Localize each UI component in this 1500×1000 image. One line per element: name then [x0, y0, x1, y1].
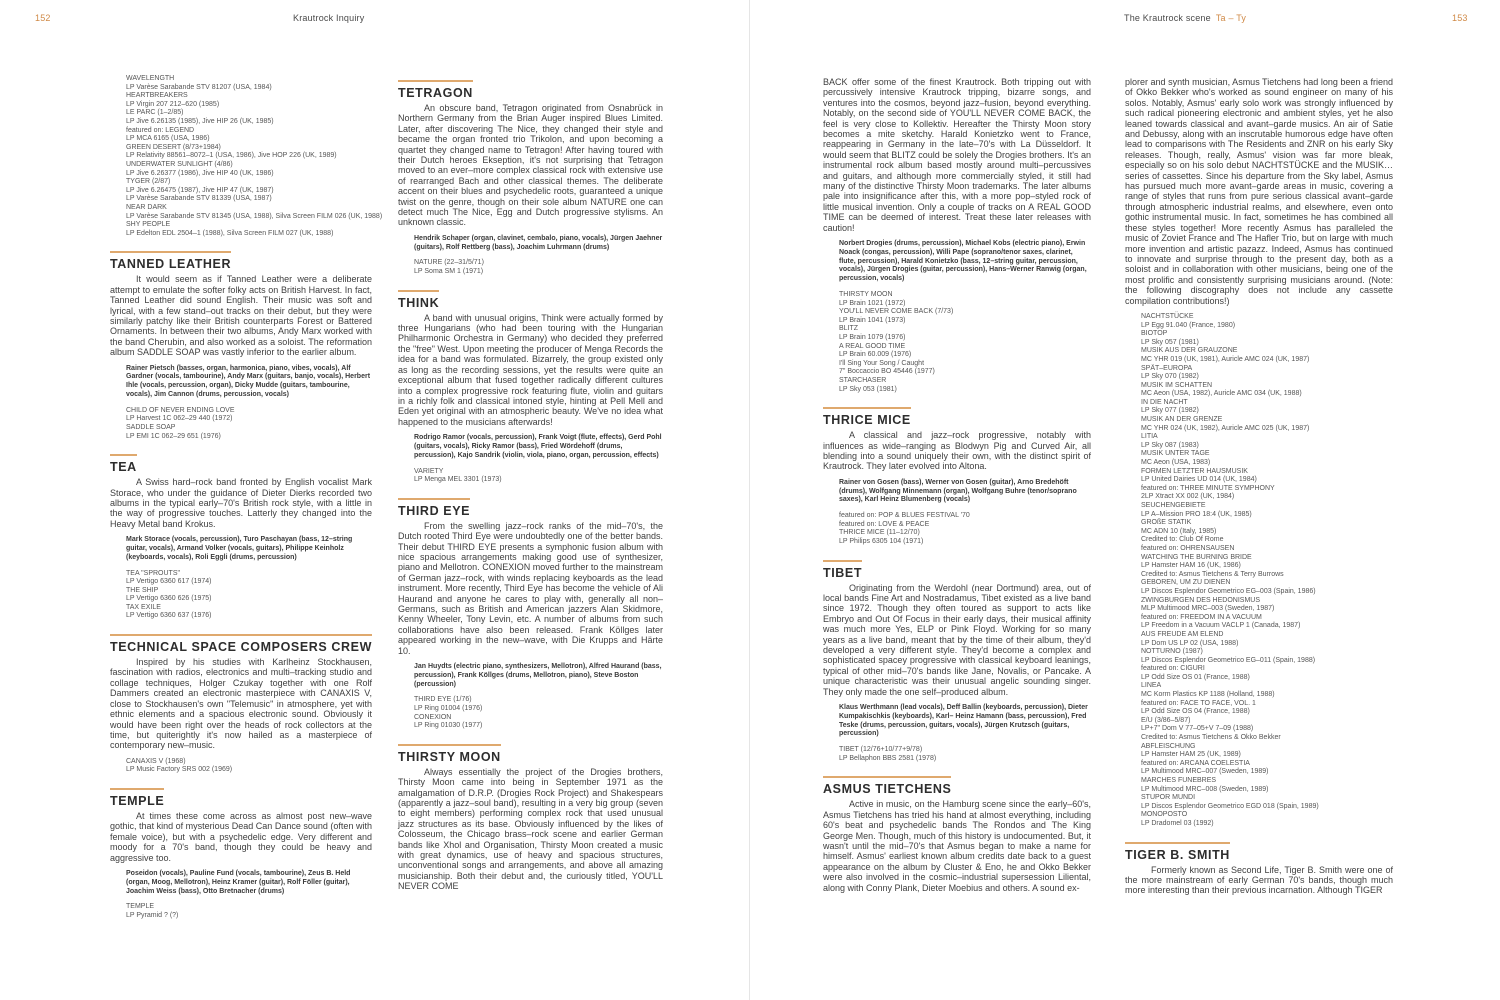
musician-credits: Hendrik Schaper (organ, clavinet, cembalo, piano, vocals), Jürgen Jaehner (guitars), Rolf Rettberg (bass), Joachim Luhrmann (drums) [414, 234, 663, 251]
discography-line: MUSIK IM SCHATTEN [1141, 381, 1213, 389]
discography-line: MUSIK AUS DER GRAUZONE [1141, 347, 1238, 355]
discography-line: LP Discos Esplendor Geometrico EG–011 (Spain, 1988) [1141, 656, 1316, 664]
musician-credits: Jan Huydts (electric piano, synthesizers, Mellotron), Alfred Haurand (bass, percussion), Frank Köllges (drums, Mellotron, piano), Steve Boston (percussion) [414, 662, 662, 688]
discography-line: LP EMI 1C 062–29 651 (1976) [126, 432, 221, 440]
discography-line: LP Jive 6.26475 (1987), Jive HIP 47 (UK, 1987) [126, 186, 274, 194]
section-body-paragraph: It would seem as if Tanned Leather were a deliberate attempt to emulate the softer folky acts on British Harvest. In fact, Tanned Leather did sound English. Their music was soft and lyrical, with a few stand–out tracks on their debut, but they were similarly patchy like their British counterparts Forest or Battered Ornaments. In between their two albums, Andy Marx worked with the band Cherubin, and also worked as a soloist. The reformation album SADDLE SOAP was vastly inferior to the earlier album. [110, 274, 372, 358]
section-body-paragraph: Always essentially the project of the Drogies brothers, Thirsty Moon came into being in September 1971 as the amalgamation of D.R.P. (Drogies Rock Project) and Shakespears (apparently a jazz–soul band), resulting in a very big group (seven to eight members) performing complex rock that used unusual jazz structures as its base. Obviously influenced by the likes of Colosseum, the Chicago brass–rock scene and earlier German bands like Xhol and Organisation, Thirsty Moon created a music with great dynamics, use of heavy and spacious structures, unconventional songs and arrangements, and above all amazing musicianship. Both their debut and, the curiously titled, YOU'LL NEVER COME [398, 766, 663, 892]
discography-line: LP Menga MEL 3301 (1973) [414, 476, 502, 484]
discography-line: MONOPOSTO [1141, 811, 1188, 819]
discography-line: LP+7" Dom V 77–05+V 7–09 (1988) [1141, 725, 1254, 733]
section-heading: THRICE MICE [823, 407, 911, 427]
discography-line: LP Brain 60.009 (1976) [839, 351, 912, 359]
discography-line: TYGER (2/87) [126, 178, 171, 186]
section-body-paragraph: A Swiss hard–rock band fronted by English vocalist Mark Storace, who under the guidance of Dieter Dierks recorded two albums in the typical early–70's British rock style, with a little in the way of progressive touches. Latterly they changed into the Heavy Metal band Krokus. [110, 477, 372, 529]
discography-line: MUSIK AN DER GRENZE [1141, 416, 1223, 424]
musician-credits: Rodrigo Ramor (vocals, percussion), Frank Voigt (flute, effects), Gerd Pohl (guitars, vocals), Ricky Ramor (bass), Fried Wördehoff (drums, percussion), Kajo Sandrik (violin, viola, piano, organ, percussion, effects) [414, 434, 662, 459]
discography-line: MC YHR 019 (UK, 1981), Auricle AMC 024 (UK, 1987) [1141, 355, 1310, 363]
section-body-paragraph: A band with unusual origins, Think were actually formed by three Hungarians (who had been touring with the Hungarian Philharmonic Orchestra in Germany) who decided they preferred the "free" West. Upon meeting the producer of Menga Records the idea for a band was formulated. Bizarrely, the group existed only as long as the recording sessions, yet the results were quite an exceptional album that fused together radically different cultures into a complex progressive rock featuring flute, violin and guitars in a richly folk and classical intoned style, hinting at Pell Mell and Eden yet original with an atmospheric beauty. We've no idea what happened to the musicians afterwards! [398, 312, 663, 427]
discography-line: UNDERWATER SUNLIGHT (4/86) [126, 160, 233, 168]
page-gutter-divider [749, 0, 750, 1000]
discography-list [414, 468, 663, 485]
discography-line: TEA "SPROUTS" [126, 569, 180, 577]
discography-line: LP Multimood MRC–008 (Sweden, 1989) [1141, 785, 1269, 793]
discography-line: WAVELENGTH [126, 75, 175, 82]
discography-line: LITIA [1141, 433, 1158, 441]
section-body-paragraph: Originating from the Werdohl (near Dortmund) area, out of local bands Fine Art and Nostradamus, Tibet existed as a live band since 1972. Though they often toured as support to acts like Embryo and Out Of Focus in their early days, their musical affinity was much more Yes, ELP or Pink Floyd. Working for so many years as a live band, meant that by the time of their album, they'd developed a very different style. They'd become a complex and sophisticated spacey progressive with classical keyboard leanings, typical of other mid–70's bands like Jane, Novalis, or Pancake. A unique characteristic was their unusual angelic sounding singer. They only made the one self–produced album. [823, 582, 1091, 697]
discography-list [839, 512, 1091, 546]
discography-line: featured on: FREEDOM IN A VACUUM [1141, 613, 1262, 621]
discography-line: THRICE MICE (11–12/70) [839, 529, 920, 537]
discography-line: LP Discos Esplendor Geometrico EGD 018 (Spain, 1989) [1141, 802, 1319, 810]
discography-list [126, 570, 372, 622]
discography-line: LP Vertigo 6360 626 (1975) [126, 595, 212, 603]
discography-line: LP Music Factory SRS 002 (1969) [126, 766, 233, 774]
discography-line: featured on: THREE MINUTE SYMPHONY [1141, 484, 1275, 492]
discography-line: NACHTSTÜCKE [1141, 312, 1194, 320]
section-body-paragraph: Active in music, on the Hamburg scene since the early–60's, Asmus Tietchens has tried his hand at almost everything, including 60's beat and psychedelic bands The Rondos and The King George Men. Though, much of this history is undocumented. But, it wasn't until the mid–70's that Asmus began to make a name for himself. Asmus' earliest known album credits date back to a guest appearance on the album by Cluster & Eno, he and Okko Bekker were also involved in the cosmic–industrial supersession Liliental, along with Conny Plank, Dieter Moebius and others. A sound ex- [823, 799, 1091, 893]
discography-list [126, 758, 372, 775]
discography-line: LE PARC (1–2/85) [126, 109, 184, 117]
discography-line: LP Odd Size OS 01 (France, 1988) [1141, 673, 1250, 681]
discography-line: CONEXION [414, 713, 452, 721]
discography-line: BLITZ [839, 325, 859, 333]
discography-line: 2LP Xtract XX 002 (UK, 1984) [1141, 493, 1235, 501]
discography-line: Credited to: Club Of Rome [1141, 536, 1224, 544]
discography-line: LP United Dairies UD 014 (UK, 1984) [1141, 476, 1257, 484]
discography-line: SHY PEOPLE [126, 221, 171, 229]
running-header-left: Krautrock Inquiry [293, 13, 365, 23]
musician-credits: Mark Storace (vocals, percussion), Turo Paschayan (bass, 12–string guitar, vocals), Armand Volker (vocals, guitars), Philippe Keinholz (keyboards, vocals), Roli Eggli (drums, percussion) [126, 536, 353, 561]
discography-line: THE SHIP [126, 586, 159, 594]
discography-line: LP Virgin 207 212–620 (1985) [126, 100, 220, 108]
discography-line: LP Ring 01004 (1976) [414, 704, 483, 712]
discography-list [839, 291, 1091, 394]
section-body-paragraph: At times these come across as almost post new–wave gothic, that kind of mysterious Dead Can Dance sound (often with female voice), but with a psychedelic edge. Very different and moody for a 70's band, though they could be heavy and aggressive too. [110, 810, 372, 863]
discography-line: NOTTURNO (1987) [1141, 648, 1203, 656]
discography-line: LP Dom US LP 02 (USA, 1988) [1141, 639, 1239, 647]
section-body-paragraph: From the swelling jazz–rock ranks of the mid–70's, the Dutch rooted Third Eye were undoubtedly one of the better bands. Their debut THIRD EYE presents a symphonic fusion album with nice spacious arrangements making good use of synthesizer, piano and Mellotron. CONEXION moved further to the mainstream of German jazz–rock, with winds replacing keyboards as the lead instrument. More recently, Third Eye has become the vehicle of Ali Haurand and anyone he cares to play with, generally all non–Germans, such as British and American jazzers Alan Skidmore, Kenny Wheeler, Tony Levin, etc. A number of albums from such collaborations have also been released. Frank Köllges later appeared working in the new–wave, with Die Krupps and Härte 10. [398, 520, 663, 656]
discography-line: LP Multimood MRC–007 (Sweden, 1989) [1141, 768, 1269, 776]
section-heading: TECHNICAL SPACE COMPOSERS CREW [110, 634, 372, 654]
musician-credits: Norbert Drogies (drums, percussion), Michael Kobs (electric piano), Erwin Noack (congas, percussion), Willi Pape (soprano/tenor saxes, clarinet, flute, percussion), Harald Konietzko (bass, 12–string guitar, percussion, vocals), Jürgen Drogies (guitar, percussion), Hans–Werner Ranwig (organ, percussion, vocals) [839, 240, 1087, 283]
section-heading: TIGER B. SMITH [1125, 842, 1230, 862]
discography-line: LINEA [1141, 682, 1162, 690]
discography-line: MC Aeon (USA, 1983) [1141, 459, 1211, 467]
discography-line: THIRSTY MOON [839, 291, 893, 299]
discography-line: LP Sky 053 (1981) [839, 385, 897, 393]
discography-line: LP Soma SM 1 (1971) [414, 268, 484, 276]
section-body-paragraph: BACK offer some of the finest Krautrock. Both tripping out with percussively intensive Krautrock tripping, bizarre songs, and ventures into the cosmos, beyond jazz–fusion, beyond everything. Notably, on the second side of YOU'LL NEVER COME BACK, the feel is very close to Kollektiv. Hereafter the Thirsty Moon story becomes a mite sketchy. Harald Konietzko went to France, reappearing in Germany in the late–70's with La Düsseldorf. It would seem that BLITZ could be solely the Drogies brothers. It's an instrumental rock album based mostly around multi–percussives and guitars, and although more commercially styled, it still had many of the distinctive Thirsty Moon trademarks. The later albums pale into insignificance after this, with a more pop–styled rock of little musical invention. Only a couple of tracks on A REAL GOOD TIME can be deemed of interest. Treat these later releases with caution! [823, 77, 1091, 233]
discography-line: LP Philips 6305 104 (1971) [839, 538, 924, 545]
discography-line: LP Varèse Sarabande STV 81345 (USA, 1988), Silva Screen FILM 026 (UK, 1988) [126, 212, 383, 220]
section-heading: TIBET [823, 560, 862, 580]
section-body-paragraph: An obscure band, Tetragon originated from Osnabrück in Northern Germany from the Brian Auger inspired Blues Limited. Later, after discovering The Nice, they changed their style and became the organ fronted trio Trikolon, and upon becoming a quartet they changed name to Tetragon! After having toured with their Dutch heroes Ekseption, it's not surprising that Tetragon moved to an ever–more complex classical rock with extensive use of rearranged Bach and other classical themes. The deliberate accent on their blues and psychedelic roots, guaranteed a unique twist on the genre, though on their sole album NATURE one can detect much The Nice, Egg and Dutch progressive stylisms. An unknown classic. [398, 103, 663, 228]
running-header-right-title: The Krautrock scene [1124, 13, 1211, 23]
section-body-paragraph: plorer and synth musician, Asmus Tietchens had long been a friend of Okko Bekker who's worked as sound engineer on many of his solos. Notably, Asmus' early solo work was strongly influenced by such radical pioneering electronic and ambient styles, yet he also leaned towards classical and avant–garde musics. An air of Satie and Debussy, along with an inscrutable humorous edge have often lead to comparisons with The Residents and ZNR on his early Sky releases. Though, really, Asmus' vision was far more bleak, especially so on his solo debut NACHTSTÜCKE and the MUSIK… series of cassettes. Since his departure from the Sky label, Asmus has pursued much more avant–garde areas in music, covering a range of styles that runs from pure serious classical avant–garde through atmospheric industrial realms, and elsewhere, even onto gothic instrumental music. In fact, sometimes he has combined all these styles together! More recently Asmus has paralleled the music of Zoviet France and The Hafler Trio, but on large with much more invention and artistic pazazz. Indeed, Asmus has continued to innovate and surprise through to the present day, both as a soloist and in collaboration with other musicians, being one of the most prolific and consistently surprising musicians around. (Note: the following discography does not include any cassette compilation contributions!) [1125, 77, 1393, 306]
musician-credits: Poseidon (vocals), Pauline Fund (vocals, tambourine), Zeus B. Held (organ, Moog, Mellotron), Heinz Kramer (guitar), Rolf Föller (guitar), Joachim Weiss (bass), Otto Bretnacher (drums) [126, 869, 351, 895]
discography-line: LP Sky 077 (1982) [1141, 407, 1199, 415]
section-heading: TANNED LEATHER [110, 251, 231, 271]
discography-line: LP Harvest 1C 062–29 440 (1972) [126, 415, 233, 423]
discography-line: LP A–Mission PRO 18:4 (UK, 1985) [1141, 510, 1252, 518]
column-right-page-2 [1125, 75, 1393, 896]
discography-line: IN DIE NACHT [1141, 398, 1188, 406]
discography-line: 7" Boccaccio BO 45446 (1977) [839, 368, 935, 376]
page-number-right: 153 [1452, 13, 1468, 23]
discography-line: GROßE STATIK [1141, 519, 1192, 527]
discography-line: SEUCHENGEBIETE [1141, 502, 1206, 509]
discography-line: NEAR DARK [126, 203, 167, 211]
discography-list [126, 75, 383, 238]
discography-line: VARIETY [414, 467, 444, 475]
discography-line: LP Freedom in a Vacuum VACLP 1 (Canada, 1987) [1141, 622, 1301, 630]
discography-line: STARCHASER [839, 377, 887, 385]
discography-line: LP Relativity 88561–8072–1 (USA, 1986), Jive HOP 226 (UK, 1989) [126, 152, 337, 160]
discography-line: TAX EXILE [126, 603, 161, 611]
discography-line: LP Sky 070 (1982) [1141, 373, 1199, 381]
discography-line: LP Odd Size OS 04 (France, 1988) [1141, 708, 1250, 716]
discography-line: LP Vertigo 6360 617 (1974) [126, 578, 212, 586]
discography-line: LP Sky 087 (1983) [1141, 441, 1199, 449]
discography-line: MC Korm Plastics KP 1188 (Holland, 1988) [1141, 691, 1275, 699]
discography-line: GREEN DESERT (8/73+1984) [126, 143, 221, 151]
discography-line: HEARTBREAKERS [126, 92, 188, 100]
discography-list [839, 746, 1091, 763]
discography-line: GEBOREN, UM ZU DIENEN [1141, 579, 1231, 587]
section-heading: THIRD EYE [398, 498, 470, 518]
discography-line: featured on: FACE TO FACE, VOL. 1 [1141, 699, 1256, 707]
discography-line: LP Vertigo 6360 637 (1976) [126, 612, 212, 620]
musician-credits: Rainer Pietsch (basses, organ, harmonica, piano, vibes, vocals), Alf Gardner (vocals, tambourine), Andy Marx (guitars, banjo, vocals), Herbert Ihle (vocals, percussion, organ), Dicky Mudde (guitars, tambourine, vocals), Jim Cannon (drums, percussion, vocals) [126, 364, 371, 398]
running-header-letter-range: Ta – Ty [1215, 13, 1247, 23]
section-heading: TETRAGON [398, 80, 473, 100]
discography-line: LP Pyramid ? (?) [126, 911, 179, 919]
discography-line: LP Ring 01030 (1977) [414, 722, 483, 730]
discography-line: LP Varèse Sarabande STV 81207 (USA, 1984) [126, 83, 272, 91]
discography-list [126, 903, 372, 920]
discography-line: TIBET (12/76+10/77+9/78) [839, 746, 923, 754]
discography-line: featured on: POP & BLUES FESTIVAL '70 [839, 512, 970, 520]
musician-credits: Klaus Werthmann (lead vocals), Deff Ballin (keyboards, percussion), Dieter Kumpakischkis (keyboards), Karl– Heinz Hamann (bass, percussion), Fred Teske (drums, percussion, guitars, vocals), Jürgen Krutzsch (guitars, percussion) [839, 704, 1088, 738]
discography-line: featured on: OHRENSAUSEN [1141, 544, 1235, 552]
section-heading: THINK [398, 290, 439, 310]
discography-line: STUPOR MUNDI [1141, 794, 1196, 802]
section-heading: ASMUS TIETCHENS [823, 776, 951, 796]
discography-line: SPÄT–EUROPA [1141, 364, 1193, 372]
column-left-page-2 [398, 75, 663, 892]
discography-line: MC ADN 10 (Italy, 1985) [1141, 527, 1217, 535]
running-header-right [1124, 13, 1246, 23]
discography-line: MC YHR 024 (UK, 1982), Auricle AMC 025 (UK, 1987) [1141, 424, 1310, 432]
discography-line: FORMEN LETZTER HAUSMUSIK [1141, 467, 1248, 475]
column-right-page-1 [823, 75, 1091, 893]
section-body-paragraph: Formerly known as Second Life, Tiger B. Smith were one of the more mainstream of early German 70's bands, though much more interesting than their previous incarnation. Although TIGER [1125, 864, 1393, 896]
discography-line: LP Brain 1021 (1972) [839, 299, 906, 307]
discography-line: LP Jive 6.26135 (1985), Jive HIP 26 (UK, 1985) [126, 117, 274, 125]
discography-list [414, 696, 663, 730]
discography-line: THIRD EYE (1/76) [414, 696, 472, 704]
discography-line: LP Discos Esplendor Geometrico EG–003 (Spain, 1986) [1141, 587, 1316, 595]
discography-line: featured on: CIGURI [1141, 665, 1205, 673]
section-body-paragraph: A classical and jazz–rock progressive, notably with influences as wide–ranging as Blodwyn Pig and Curved Air, all blending into a sound uniquely their own, with the distinct spirit of Krautrock. They later evolved into Altona. [823, 430, 1091, 472]
discography-line: ABFLEISCHUNG [1141, 742, 1196, 750]
discography-line: MC Aeon (USA, 1982), Auricle AMC 034 (UK, 1988) [1141, 390, 1302, 398]
discography-line: LP Jive 6.26377 (1986), Jive HIP 40 (UK, 1986) [126, 169, 274, 177]
discography-list [126, 407, 372, 441]
discography-line: LP Egg 91.040 (France, 1980) [1141, 321, 1236, 329]
discography-line: LP Sky 057 (1981) [1141, 338, 1199, 346]
discography-list [414, 259, 663, 276]
discography-line: AUS FREUDE AM ELEND [1141, 630, 1224, 638]
discography-line: BIOTOP [1141, 330, 1168, 338]
discography-line: NATURE (22–31/5/71) [414, 259, 484, 267]
discography-line: YOU'LL NEVER COME BACK (7/73) [839, 308, 954, 316]
discography-line: LP Dradomel 03 (1992) [1141, 819, 1214, 827]
section-body-paragraph: Inspired by his studies with Karlheinz Stockhausen, fascination with radios, electronics and multi–tracking studio and collage techniques, Holger Czukay together with one Rolf Dammers created an electronic masterpiece with CANAXIS V, close to Stockhausen's own "Telemusic" in atmosphere, yet with ethnic elements and a spacious electronic sound. Obviously it would have been right over the heads of rock collectors at the time, but quiterightly it's now hailed as a masterpiece of contemporary new–music. [110, 657, 372, 751]
discography-line: SADDLE SOAP [126, 423, 176, 431]
musician-credits: Rainer von Gosen (bass), Werner von Gosen (guitar), Arno Bredehöft (drums), Wolfgang Minnemann (organ), Wolfgang Buhre (tenor/soprano saxes), Karl Heinz Blumenberg (vocals) [839, 478, 1077, 504]
discography-line: CHILD OF NEVER ENDING LOVE [126, 406, 235, 414]
column-left-page-1 [110, 75, 383, 923]
discography-line: WATCHING THE BURNING BRIDE [1141, 553, 1252, 561]
discography-line: E/U (3/86–5/87) [1141, 716, 1191, 724]
discography-line: LP Bellaphon BBS 2581 (1978) [839, 754, 937, 762]
discography-line: LP Brain 1079 (1976) [839, 334, 906, 342]
discography-line: LP MCA 6165 (USA, 1986) [126, 135, 210, 143]
section-heading: THIRSTY MOON [398, 744, 501, 764]
discography-line: CANAXIS V (1968) [126, 757, 186, 765]
discography-line: LP Hamster HAM 16 (UK, 1986) [1141, 562, 1241, 570]
discography-line: LP Brain 1041 (1973) [839, 316, 906, 324]
page-number-left: 152 [35, 13, 51, 23]
discography-line: featured on: ARCANA COELESTIA [1141, 759, 1250, 767]
discography-line: LP Hamster HAM 25 (UK, 1989) [1141, 751, 1241, 759]
discography-line: MLP Multimood MRC–003 (Sweden, 1987) [1141, 605, 1275, 613]
discography-line: featured on: LEGEND [126, 126, 195, 134]
discography-line: MUSIK UNTER TAGE [1141, 450, 1210, 458]
section-heading: TEA [110, 454, 137, 474]
discography-line: Credited to: Asmus Tietchens & Okko Bekker [1141, 734, 1281, 742]
discography-line: MARCHES FUNEBRES [1141, 777, 1217, 784]
discography-list [1141, 313, 1393, 829]
discography-line: featured on: LOVE & PEACE [839, 520, 930, 528]
discography-line: Credited to: Asmus Tietchens & Terry Burrows [1141, 570, 1284, 578]
discography-line: ZWINGBURGEN DES HEDONISMUS [1141, 596, 1261, 604]
discography-line: TEMPLE [126, 903, 155, 911]
discography-line: LP Varèse Sarabande STV 81339 (USA, 1987) [126, 195, 272, 203]
section-heading: TEMPLE [110, 788, 164, 808]
discography-line: A REAL GOOD TIME [839, 342, 906, 350]
discography-line: I'll Sing Your Song / Caught [839, 359, 925, 367]
discography-line: LP Edelton EDL 2504–1 (1988), Silva Screen FILM 027 (UK, 1988) [126, 229, 334, 237]
